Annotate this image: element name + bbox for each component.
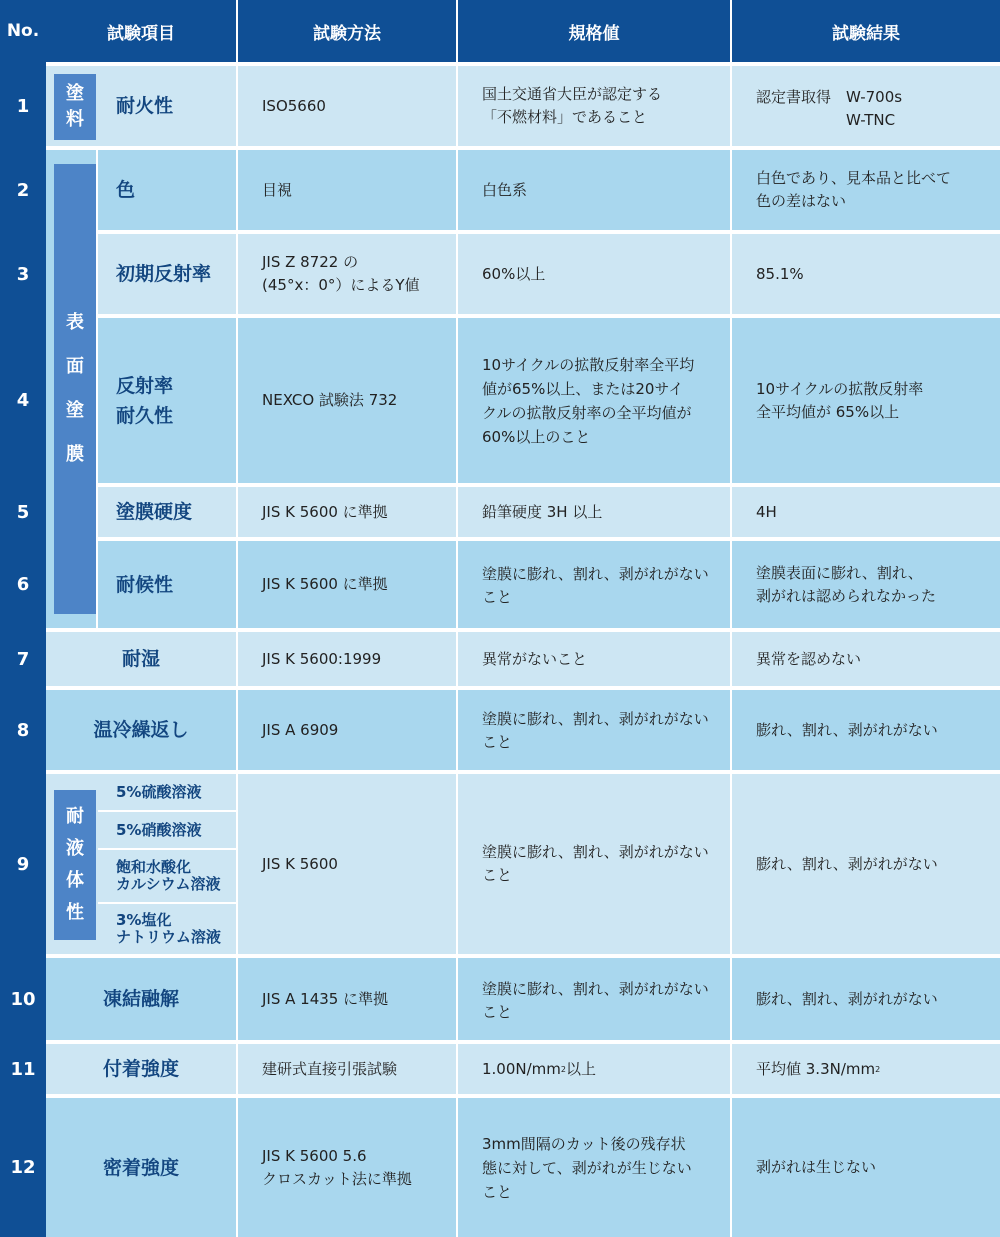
group-label-paint (54, 74, 96, 140)
result-cell: 剥がれは生じない (732, 1098, 1000, 1237)
group-char: 面 (66, 356, 84, 377)
standard-value: 1.00N/mm (482, 1059, 561, 1078)
header-standard (458, 0, 730, 62)
standard-suffix: 以上 (566, 1059, 597, 1078)
result-cell: 異常を認めない (732, 632, 1000, 686)
standard-cell: 塗膜に膨れ、割れ、剥がれがない こと (458, 541, 730, 628)
row-number-label: 10 (10, 988, 36, 1010)
standard-cell: 塗膜に膨れ、割れ、剥がれがない こと (458, 690, 730, 770)
row-number-label: 1 (16, 95, 30, 117)
result-value: 平均値 3.3N/mm (756, 1059, 876, 1078)
item-label: 耐湿 (46, 632, 236, 686)
row-number (0, 1098, 46, 1237)
result-cell: 認定書取得 W-700s W-TNC (732, 66, 1000, 146)
group-label-surface (54, 164, 96, 614)
group-char: 液 (66, 838, 84, 859)
superscript: 2 (560, 1064, 566, 1074)
method-cell: JIS A 1435 に準拠 (238, 958, 456, 1040)
group-char: 耐 (66, 806, 84, 827)
result-cell: 膨れ、割れ、剥がれがない (732, 774, 1000, 954)
row-number (0, 690, 46, 770)
row-number-label: 5 (16, 501, 30, 523)
result-cell: 塗膜表面に膨れ、割れ、 剥がれは認められなかった (732, 541, 1000, 628)
standard-cell: 3mm間隔のカット後の残存状 態に対して、剥がれが生じない こと (458, 1098, 730, 1237)
method-cell: 建研式直接引張試験 (238, 1044, 456, 1094)
item-label: 凍結融解 (46, 958, 236, 1040)
standard-cell: 国土交通省大臣が認定する 「不燃材料」であること (458, 66, 730, 146)
item-label: 付着強度 (46, 1044, 236, 1094)
header-no (0, 0, 46, 62)
method-cell: JIS A 6909 (238, 690, 456, 770)
row-number-label: 11 (10, 1058, 36, 1080)
row-number (0, 958, 46, 1040)
result-cell: 膨れ、割れ、剥がれがない (732, 690, 1000, 770)
header-item-label: 試験項目 (107, 23, 175, 44)
row-number-label: 7 (16, 648, 30, 670)
result-cell: 10サイクルの拡散反射率 全平均値が 65%以上 (732, 318, 1000, 483)
row-number (0, 541, 46, 628)
standard-cell (458, 1044, 730, 1094)
group-char: 膜 (66, 444, 84, 465)
header-standard-label: 規格値 (568, 23, 620, 44)
row-number-label: 9 (16, 853, 30, 875)
method-cell: JIS Z 8722 の (45°x：0°）によるY値 (238, 234, 456, 314)
group-char: 体 (66, 870, 84, 891)
row-number (0, 150, 46, 230)
standard-cell: 塗膜に膨れ、割れ、剥がれがない こと (458, 958, 730, 1040)
row-number-label: 3 (16, 263, 30, 285)
result-cell (732, 1044, 1000, 1094)
standard-cell: 鉛筆硬度 3H 以上 (458, 487, 730, 537)
result-cell: 85.1% (732, 234, 1000, 314)
row-number (0, 632, 46, 686)
row-number (0, 66, 46, 146)
method-cell: JIS K 5600 5.6 クロスカット法に準拠 (238, 1098, 456, 1237)
row-number (0, 234, 46, 314)
row-number (0, 774, 46, 954)
header-result-label: 試験結果 (832, 23, 900, 44)
superscript: 2 (875, 1064, 881, 1074)
item-label: 密着強度 (46, 1098, 236, 1237)
row-number-label: 8 (16, 719, 30, 741)
method-cell: JIS K 5600:1999 (238, 632, 456, 686)
group-char: 表 (66, 312, 84, 333)
item-label: 耐候性 (98, 541, 236, 628)
method-cell: 目視 (238, 150, 456, 230)
subitem-sodium: 3%塩化 ナトリウム溶液 (116, 911, 221, 946)
item-label: 色 (98, 150, 236, 230)
header-method (238, 0, 456, 62)
group-char: 性 (66, 902, 84, 923)
row-number-label: 6 (16, 574, 30, 595)
item-label: 塗膜硬度 (98, 487, 236, 537)
row-number-label: 4 (16, 390, 30, 411)
item-label: 反射率 耐久性 (98, 318, 236, 483)
group-char: 料 (66, 109, 84, 130)
subitem-calcium: 飽和水酸化 カルシウム溶液 (116, 858, 221, 893)
standard-cell: 異常がないこと (458, 632, 730, 686)
method-cell: JIS K 5600 に準拠 (238, 541, 456, 628)
header-method-label: 試験方法 (313, 23, 381, 44)
method-cell: JIS K 5600 (238, 774, 456, 954)
header-result (732, 0, 1000, 62)
group-char: 塗 (66, 400, 84, 421)
item-label: 初期反射率 (98, 234, 236, 314)
header-item (46, 0, 236, 62)
result-cell: 膨れ、割れ、剥がれがない (732, 958, 1000, 1040)
result-cell: 白色であり、見本品と比べて 色の差はない (732, 150, 1000, 230)
row-number (0, 1044, 46, 1094)
standard-cell: 10サイクルの拡散反射率全平均 値が65%以上、または20サイ クルの拡散反射率の全平均値が 60%以上のこと (458, 318, 730, 483)
subitem-nitric: 5%硝酸溶液 (116, 820, 202, 839)
row-number (0, 318, 46, 483)
header-no-label: No. (6, 21, 40, 41)
row-number-label: 2 (16, 179, 30, 201)
method-cell: NEXCO 試験法 732 (238, 318, 456, 483)
row-number (0, 487, 46, 537)
group-label-chemical (54, 790, 96, 940)
row-number-label: 12 (10, 1157, 36, 1178)
method-cell: ISO5660 (238, 66, 456, 146)
group-char: 塗 (66, 83, 84, 104)
standard-cell: 塗膜に膨れ、割れ、剥がれがない こと (458, 774, 730, 954)
standard-cell: 白色系 (458, 150, 730, 230)
method-cell: JIS K 5600 に準拠 (238, 487, 456, 537)
item-label: 温冷繰返し (46, 690, 236, 770)
item-label: 耐火性 (116, 95, 174, 117)
subitem-sulfuric: 5%硫酸溶液 (116, 782, 202, 801)
result-cell: 4H (732, 487, 1000, 537)
standard-cell: 60%以上 (458, 234, 730, 314)
